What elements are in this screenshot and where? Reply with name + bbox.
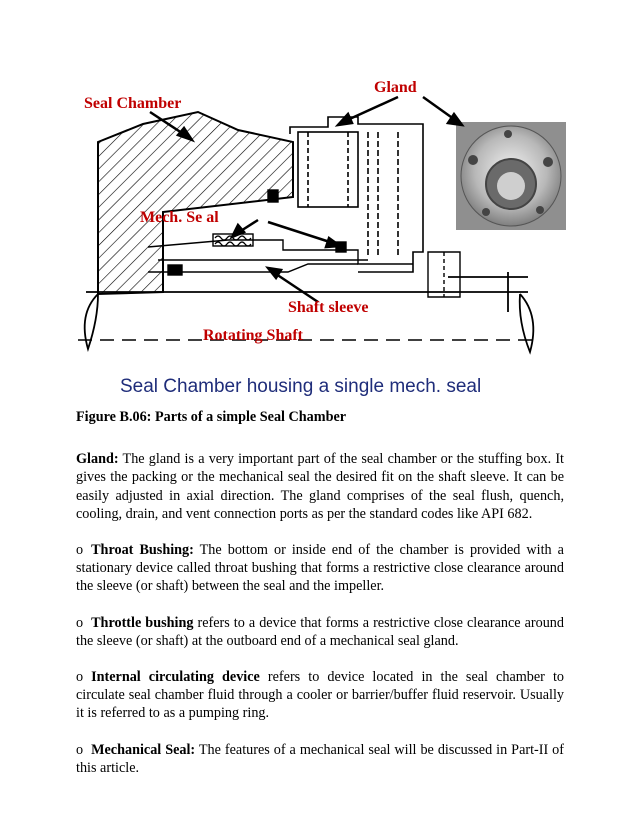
paragraph-mechanical-seal <box>76 741 564 777</box>
text-throttle-bushing: refers to a device that forms a restrictive close clearance around the sleeve (or shaft) at the outboard end of a mechanical seal gland. <box>76 614 564 649</box>
figure-caption: Seal Chamber housing a single mech. seal <box>120 376 482 397</box>
label-rotating-shaft: Rotating Shaft <box>203 327 304 344</box>
text-internal-circulating-device: refers to device located in the seal chamber to circulate seal chamber fluid through a cooler or barrier/buffer fluid reservoir. Usually it is referred to as a pumping ring. <box>76 669 564 722</box>
term-throttle-bushing: Throttle bushing <box>91 614 194 631</box>
gland-body <box>290 117 423 272</box>
text-gland: The gland is a very important part of the seal chamber or the stuffing box. It gives the packing or the mechanical seal the desired fit on the shaft sleeve. It can be easily adjusted in axial direction. The gland comprises of the seal flush, quench, cooling, drain, and vent connection ports as per the standard codes like API 682. <box>76 451 564 522</box>
term-throat-bushing: Throat Bushing: <box>91 542 194 559</box>
paragraph-throttle-bushing <box>76 614 564 650</box>
text-mechanical-seal: The features of a mechanical seal will be discussed in Part-II of this article. <box>76 741 564 776</box>
document-body <box>76 408 564 795</box>
bullet: o <box>76 669 84 686</box>
paragraph-gland <box>76 450 564 523</box>
bullet: o <box>76 542 84 559</box>
seal-chamber-figure <box>68 72 578 402</box>
label-mech-seal: Mech. Se al <box>140 209 219 226</box>
seal-chamber-housing <box>98 112 293 294</box>
term-gland: Gland: <box>76 451 119 468</box>
bullet: o <box>76 614 84 631</box>
text-throat-bushing: The bottom or inside end of the chamber is provided with a stationary device called throat bushing that forms a restrictive close clearance around the sleeve (or shaft) between the seal and the impeller. <box>76 542 564 595</box>
paragraph-throat-bushing <box>76 541 564 596</box>
bullet: o <box>76 741 84 758</box>
label-seal-chamber: Seal Chamber <box>84 95 182 112</box>
label-gland: Gland <box>374 79 417 96</box>
label-shaft-sleeve: Shaft sleeve <box>288 299 369 316</box>
figure-title: Figure B.06: Parts of a simple Seal Chamber <box>76 409 347 425</box>
term-mechanical-seal: Mechanical Seal: <box>91 741 196 758</box>
term-internal-circulating-device: Internal circulating device <box>91 669 260 686</box>
gland-photo <box>456 122 566 230</box>
paragraph-internal-circulating-device <box>76 668 564 723</box>
